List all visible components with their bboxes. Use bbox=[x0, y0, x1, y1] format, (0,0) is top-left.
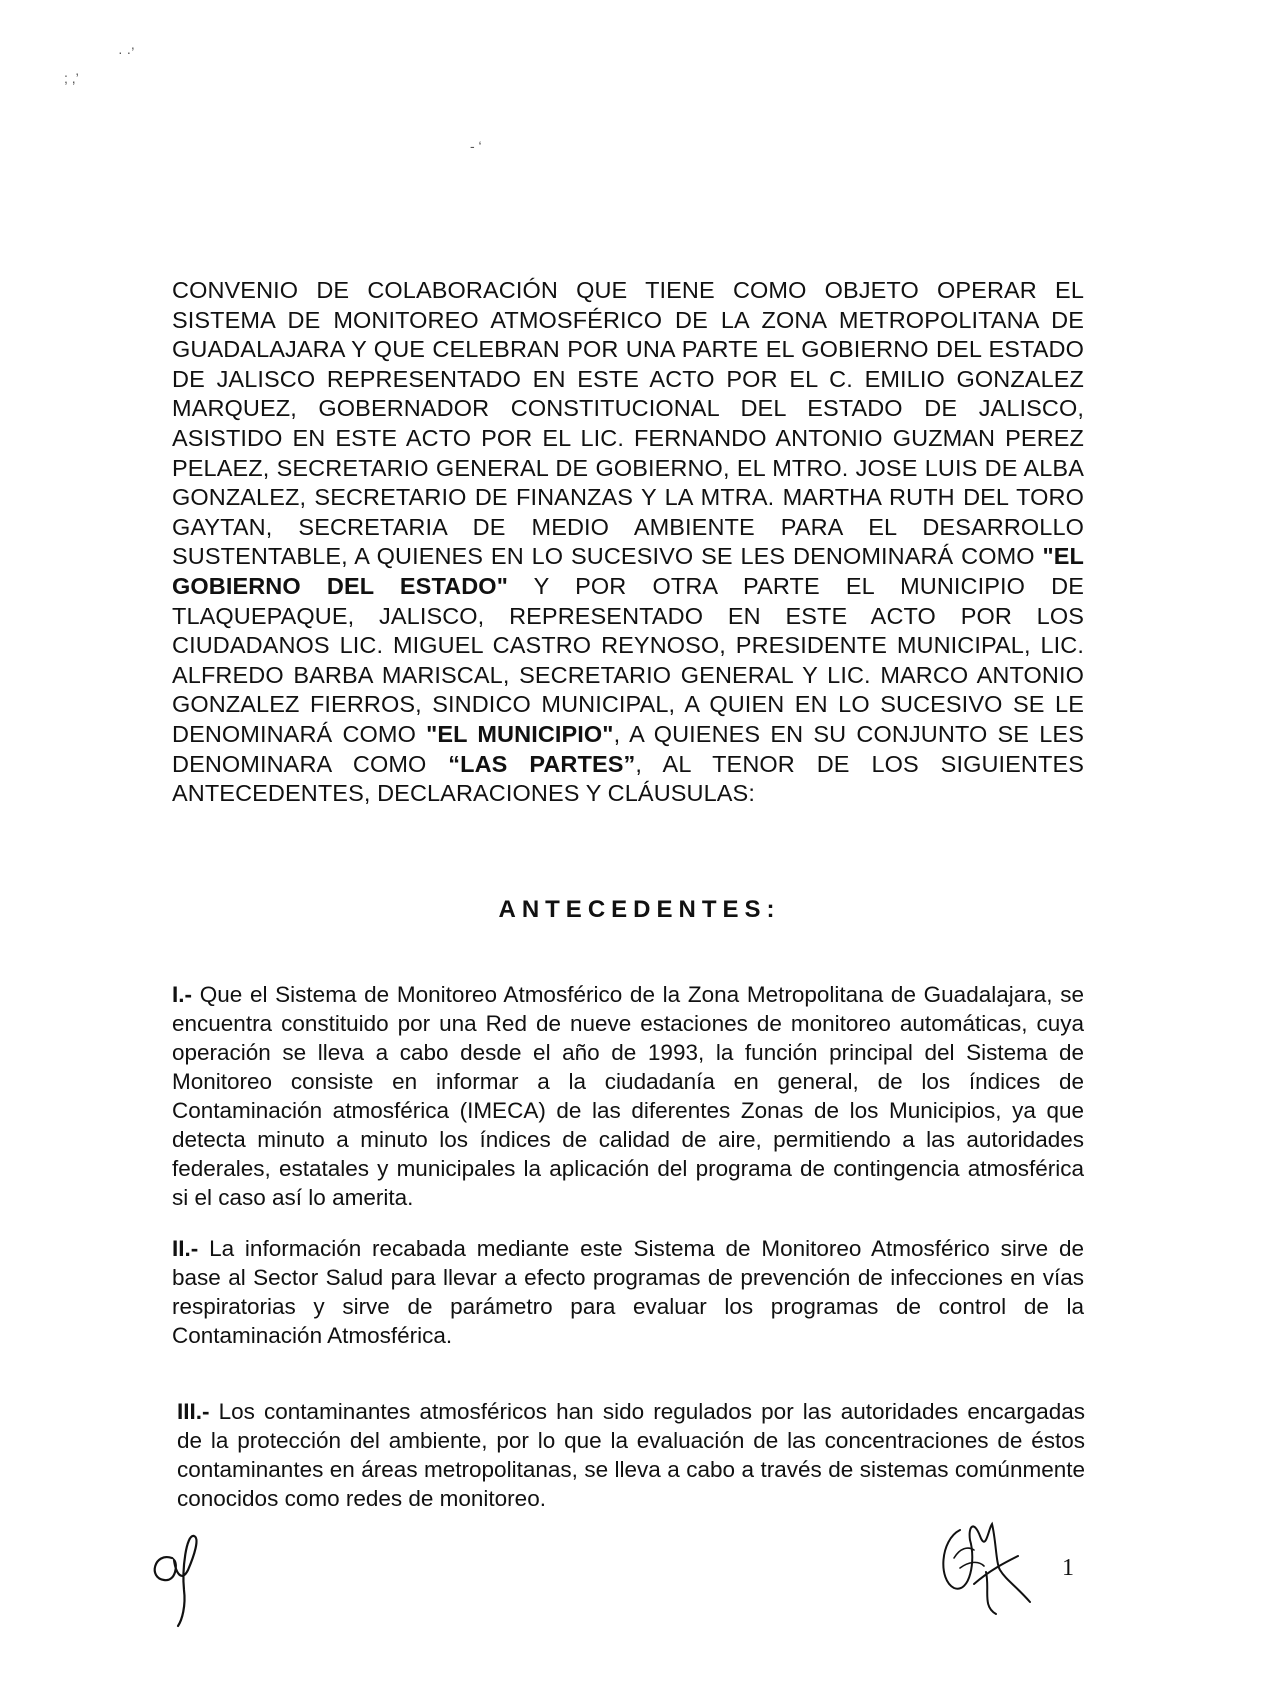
initials-signature-left bbox=[142, 1530, 212, 1630]
antecedent-paragraph bbox=[177, 1397, 1085, 1513]
section-heading: ANTECEDENTES: bbox=[498, 896, 781, 923]
party-state-name: "EL GOBIERNO DEL ESTADO" bbox=[172, 543, 1084, 599]
antecedent-paragraph bbox=[172, 1234, 1084, 1350]
antecedent-paragraph bbox=[172, 980, 1084, 1212]
paragraph-text: Los contaminantes atmosféricos han sido regulados por las autoridades encargadas de la protección del ambiente, por lo que la evaluación de las concentraciones de éstos contaminantes en áreas metropolitanas, se lleva a cabo a través de sistemas comúnmente conocidos como redes de monitoreo. bbox=[177, 1399, 1085, 1511]
scan-speck: · ·’ bbox=[118, 44, 135, 60]
intro-text: Y POR OTRA PARTE EL MUNICIPIO DE TLAQUEPAQUE, JALISCO, REPRESENTADO EN ESTE ACTO POR LOS CIUDADANOS LIC. MIGUEL CASTRO REYNOSO, PRESIDENTE MUNICIPAL, LIC. ALFREDO BARBA MARISCAL, SECRETARIO GENERAL Y LIC. MARCO ANTONIO GONZALEZ FIERROS, SINDICO MUNICIPAL, A QUIEN EN LO SUCESIVO SE LE DENOMINARÁ COMO bbox=[172, 572, 1084, 747]
paragraph-text: Que el Sistema de Monitoreo Atmosférico de la Zona Metropolitana de Guadalajara, se encuentra constituido por una Red de nueve estaciones de monitoreo automáticas, cuya operación se lleva a cabo desde el año de 1993, la función principal del Sistema de Monitoreo consiste en informar a la ciudadanía en general, de los índices de Contaminación atmosférica (IMECA) de las diferentes Zonas de los Municipios, ya que detecta minuto a minuto los índices de calidad de aire, permitiendo a las autoridades federales, estatales y municipales la aplicación del programa de contingencia atmosférica si el caso así lo amerita. bbox=[172, 982, 1084, 1210]
initials-signature-right bbox=[930, 1510, 1040, 1630]
paragraph-number: III.- bbox=[177, 1399, 210, 1424]
intro-text: , AL TENOR DE LOS SIGUIENTES ANTECEDENTES, DECLARACIONES Y CLÁUSULAS: bbox=[172, 750, 1084, 807]
intro-text: CONVENIO DE COLABORACIÓN QUE TIENE COMO OBJETO OPERAR EL SISTEMA DE MONITOREO ATMOSFÉRICO DE LA ZONA METROPOLITANA DE GUADALAJARA Y QUE CELEBRAN POR UNA PARTE EL GOBIERNO DEL ESTADO DE JALISCO REPRESENTADO EN ESTE ACTO POR EL C. EMILIO GONZALEZ MARQUEZ, GOBERNADOR CONSTITUCIONAL DEL ESTADO DE JALISCO, ASISTIDO EN ESTE ACTO POR EL LIC. FERNANDO ANTONIO GUZMAN PEREZ PELAEZ, SECRETARIO GENERAL DE GOBIERNO, EL MTRO. JOSE LUIS DE ALBA GONZALEZ, SECRETARIO DE FINANZAS Y LA MTRA. MARTHA RUTH DEL TORO GAYTAN, SECRETARIA DE MEDIO AMBIENTE PARA EL DESARROLLO SUSTENTABLE, A QUIENES EN LO SUCESIVO SE LES DENOMINARÁ COMO bbox=[172, 277, 1084, 570]
scan-speck: ; ,’ bbox=[64, 70, 79, 86]
page-number: 1 bbox=[1062, 1555, 1074, 1581]
paragraph-number: I.- bbox=[172, 982, 192, 1007]
intro-text: , A QUIENES EN SU CONJUNTO SE LES DENOMINARA COMO bbox=[172, 720, 1084, 777]
agreement-intro bbox=[172, 276, 1084, 809]
paragraph-number: II.- bbox=[172, 1236, 199, 1261]
party-municipality-name: "EL MUNICIPIO" bbox=[426, 720, 614, 747]
paragraph-text: La información recabada mediante este Sistema de Monitoreo Atmosférico sirve de base al Sector Salud para llevar a efecto programas de prevención de infecciones en vías respiratorias y sirve de parámetro para evaluar los programas de control de la Contaminación Atmosférica. bbox=[172, 1236, 1084, 1348]
scan-speck: - ‘ bbox=[470, 138, 482, 154]
parties-name: “LAS PARTES” bbox=[448, 750, 636, 777]
